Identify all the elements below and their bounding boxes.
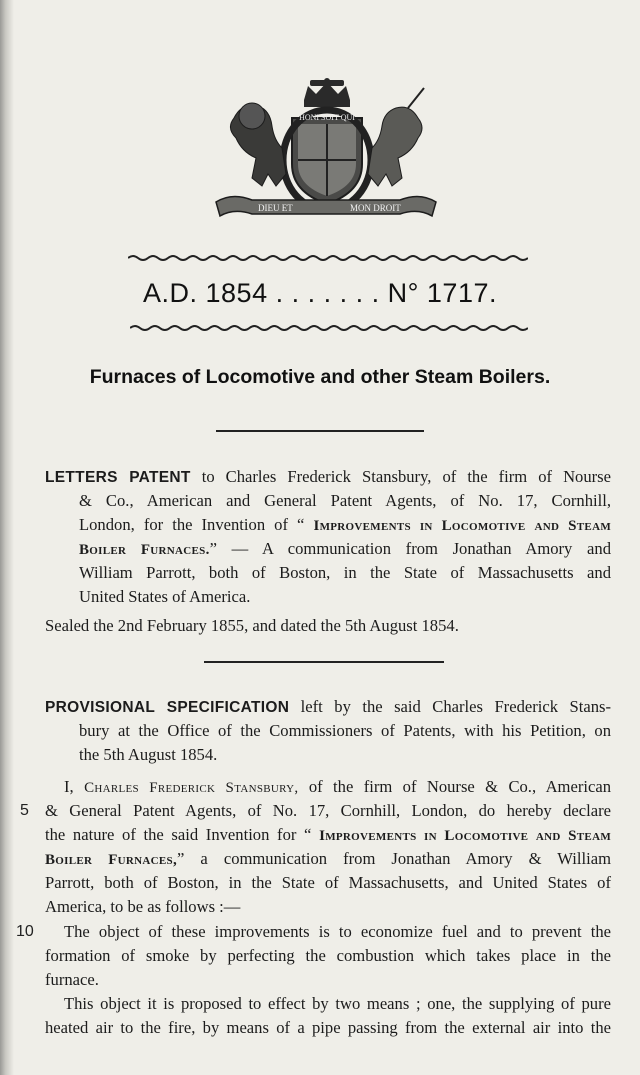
crest-motto-left: DIEU ET (258, 203, 293, 213)
body-line: I, Charles Frederick Stansbury, of the firm of Nourse & Co., American (64, 777, 611, 796)
body-line: America, to be as follows :— (45, 897, 241, 916)
body-line: Parrott, both of Boston, in the State of Massachusetts, and United States of (45, 873, 611, 892)
wavy-rule-bottom (130, 324, 528, 332)
letters-patent-line: LETTERS PATENT to Charles Frederick Stansbury, of the firm of Nourse (45, 467, 611, 486)
sealed-date-line: Sealed the 2nd February 1855, and dated the 5th August 1854. (45, 616, 459, 635)
body-line: furnace. (45, 970, 99, 989)
body-line: Boiler Furnaces,” a communication from Jonathan Amory & William (45, 849, 611, 868)
document-title: Furnaces of Locomotive and other Steam Boilers. (89, 366, 551, 388)
letters-patent-line: Boiler Furnaces.” — A communication from Jonathan Amory and (79, 539, 611, 558)
line-number: 10 (16, 923, 34, 940)
provisional-line: the 5th August 1854. (79, 745, 218, 764)
provisional-line: bury at the Office of the Commissioners of Patents, with his Petition, on (79, 721, 611, 740)
line-number: 5 (20, 802, 29, 819)
patent-number-line: A.D. 1854 . . . . . . . N° 1717. (143, 278, 497, 308)
body-line: formation of smoke by perfecting the combustion which takes place in the (45, 946, 611, 965)
letters-patent-line: United States of America. (79, 587, 251, 606)
crest-garter-text: HONI SOIT QUI (299, 113, 355, 122)
body-line: & General Patent Agents, of No. 17, Cornhill, London, do hereby declare (45, 801, 611, 820)
royal-coat-of-arms-image (212, 78, 440, 220)
wavy-rule-top (128, 254, 528, 262)
letters-patent-line: & Co., American and General Patent Agents, of No. 17, Cornhill, (79, 491, 611, 510)
body-line: heated air to the fire, by means of a pipe passing from the external air into the (45, 1018, 611, 1037)
body-line: This object it is proposed to effect by two means ; one, the supplying of pure (64, 994, 611, 1013)
crest-motto-right: MON DROIT (350, 203, 401, 213)
letters-patent-line: London, for the Invention of “ Improvements in Locomotive and Steam (79, 515, 611, 534)
horizontal-rule (204, 661, 444, 663)
horizontal-rule (216, 430, 424, 432)
body-line: the nature of the said Invention for “ Improvements in Locomotive and Steam (45, 825, 611, 844)
body-line: The object of these improvements is to economize fuel and to prevent the (64, 922, 611, 941)
letters-patent-line: William Parrott, both of Boston, in the State of Massachusetts and (79, 563, 611, 582)
page-edge-shadow (0, 0, 14, 1075)
provisional-line: PROVISIONAL SPECIFICATION left by the said Charles Frederick Stans- (45, 697, 611, 716)
